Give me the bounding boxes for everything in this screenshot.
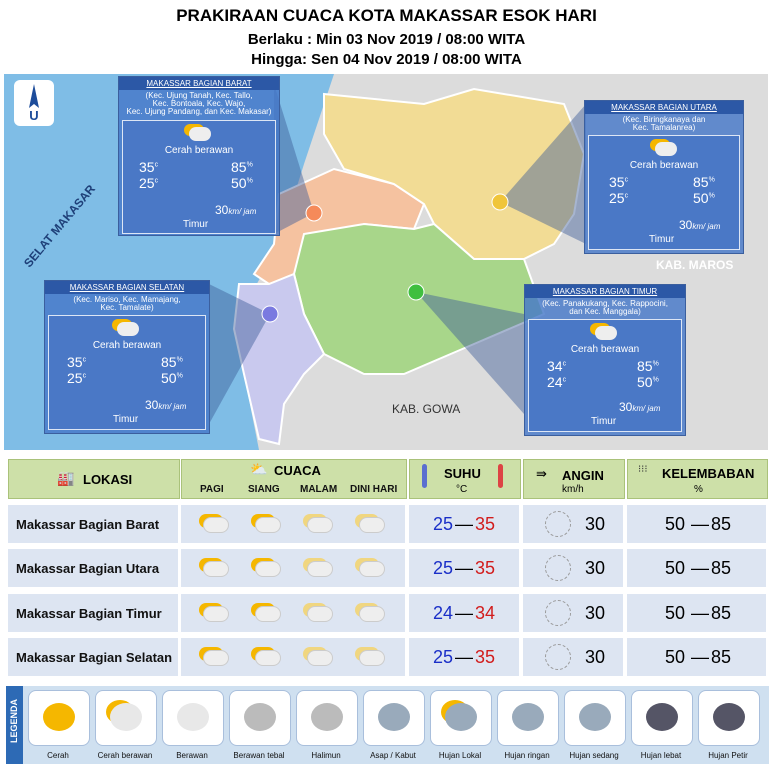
temp-dash: — <box>455 603 473 623</box>
table-row-humidity <box>627 638 766 676</box>
header-lokasi: 🏭 LOKASI <box>8 459 180 499</box>
location-name: Makassar Bagian Utara <box>16 561 160 576</box>
table-row-temperature <box>409 594 519 632</box>
legend-label: Hujan lebat <box>640 751 682 760</box>
panel-wind-dir: Timur <box>113 414 139 425</box>
cloud-moon-icon <box>307 517 333 533</box>
legend-label: Cerah berawan <box>97 751 153 760</box>
header-suhu: SUHU °C <box>409 459 521 499</box>
header-angin: ⇛ ANGIN km/h <box>523 459 625 499</box>
panel-wind: 30km/ jam <box>679 218 721 232</box>
panel-kecamatan-1: (Kec. Ujung Tanah, Kec. Tallo, <box>145 91 253 100</box>
humidity-dash: — <box>691 603 709 623</box>
table-row-wind <box>523 505 623 543</box>
table-row-humidity <box>627 549 766 587</box>
temp-max: 35 <box>475 558 496 578</box>
legend-label: Hujan Petir <box>708 751 748 760</box>
panel-title: MAKASSAR BAGIAN BARAT <box>119 77 279 90</box>
location-name: Makassar Bagian Barat <box>16 517 160 532</box>
panel-title: MAKASSAR BAGIAN UTARA <box>585 101 743 114</box>
cloud-sun-icon <box>203 517 229 533</box>
cloud-sun-icon <box>203 606 229 622</box>
page-title: PRAKIRAAN CUACA KOTA MAKASSAR ESOK HARI <box>176 6 597 25</box>
panel-title: MAKASSAR BAGIAN SELATAN <box>45 281 209 294</box>
dark-cloud-icon <box>229 690 291 746</box>
wind-speed: 30 <box>585 514 606 534</box>
location-name: Makassar Bagian Timur <box>16 606 162 621</box>
panel-kecamatan-3: Kec. Ujung Pandang, dan Kec. Makasar) <box>126 107 272 116</box>
cloud-sun-icon: ⛅ <box>250 461 268 477</box>
table-row-temperature <box>409 505 519 543</box>
panel-kecamatan-2: Kec. Tamalanrea) <box>632 123 696 132</box>
marker-timur <box>408 284 424 300</box>
temp-dash: — <box>455 558 473 578</box>
table-row-location <box>8 549 178 587</box>
cloud-icon <box>162 690 224 746</box>
cloud-moon-icon <box>359 517 385 533</box>
temp-min: 24 <box>433 603 454 623</box>
cloud-sun-icon <box>595 326 617 340</box>
legend-bar <box>6 686 23 764</box>
table-row-weather <box>181 505 405 543</box>
thermometer-icon <box>422 464 427 488</box>
temp-max: 35 <box>475 647 496 667</box>
panel-condition: Cerah berawan <box>570 344 640 355</box>
panel-wind-dir: Timur <box>649 234 675 245</box>
cloud-moon-icon <box>307 561 333 577</box>
table-row-weather <box>181 638 405 676</box>
panel-timur <box>524 284 686 436</box>
header-kelembaban: ⁝⁝⁝ KELEMBABAN % <box>627 459 768 499</box>
legend-label: Cerah <box>47 751 69 760</box>
cloud-sun-icon <box>255 561 281 577</box>
wind-compass-icon <box>545 511 571 537</box>
panel-weather-box <box>528 319 682 432</box>
cloud-sun-icon <box>255 650 281 666</box>
panel-kecamatan-2: Kec. Bontoala, Kec. Wajo, <box>152 99 246 108</box>
panel-tmin: 25$^c$ <box>67 370 87 386</box>
panel-kecamatan-1: (Kec. Panakukang, Kec. Rappocini, <box>542 299 668 308</box>
humidity-min: 50 <box>665 647 686 667</box>
panel-hmin: 50% <box>693 190 715 206</box>
table-row-weather <box>181 549 405 587</box>
panel-tmax: 34$^c$ <box>547 358 567 374</box>
panel-tmax: 35$^c$ <box>139 159 159 175</box>
panel-hmax: 85% <box>161 354 183 370</box>
legend-label: Hujan Lokal <box>438 751 482 760</box>
panel-hmax: 85% <box>637 358 659 374</box>
table-row-temperature <box>409 549 519 587</box>
table-row-location <box>8 505 178 543</box>
panel-wind-dir: Timur <box>183 219 209 230</box>
humidity-dots-icon: ⁝⁝⁝ <box>638 464 648 475</box>
panel-utara <box>584 100 744 254</box>
marker-barat <box>306 205 322 221</box>
panel-tmin: 25$^c$ <box>609 190 629 206</box>
table-row-weather <box>181 594 405 632</box>
panel-hmin: 50% <box>161 370 183 386</box>
wind-compass-icon <box>545 600 571 626</box>
cloud-moon-icon <box>307 650 333 666</box>
temp-dash: — <box>455 647 473 667</box>
marker-utara <box>492 194 508 210</box>
table-row-location <box>8 594 178 632</box>
legend-label: Berawan tebal <box>233 751 285 760</box>
humidity-min: 50 <box>665 514 686 534</box>
panel-hmin: 50% <box>637 374 659 390</box>
table-row-temperature <box>409 638 519 676</box>
table-row-wind <box>523 638 623 676</box>
legend-label: Hujan sedang <box>569 751 619 760</box>
legend <box>6 686 769 764</box>
haze-icon <box>363 690 425 746</box>
humidity-min: 50 <box>665 603 686 623</box>
moderate-rain-icon <box>564 690 626 746</box>
panel-weather-box <box>122 120 276 234</box>
cloud-moon-icon <box>307 606 333 622</box>
table-row-humidity <box>627 505 766 543</box>
wind-compass-icon <box>545 644 571 670</box>
panel-wind: 30km/ jam <box>619 400 661 414</box>
valid-from: Berlaku : Min 03 Nov 2019 / 08:00 WITA <box>247 31 526 48</box>
wind-speed: 30 <box>585 647 606 667</box>
panel-weather-box <box>48 315 206 430</box>
panel-hmax: 85% <box>231 159 253 175</box>
panel-wind: 30km/ jam <box>215 203 257 217</box>
humidity-max: 85 <box>711 647 732 667</box>
panel-title: MAKASSAR BAGIAN TIMUR <box>525 285 685 298</box>
light-rain-icon <box>497 690 559 746</box>
panel-kecamatan-1: (Kec. Mariso, Kec. Mamajang, <box>73 295 181 304</box>
panel-tmin: 24$^c$ <box>547 374 567 390</box>
humidity-max: 85 <box>711 603 732 623</box>
compass-icon <box>14 80 54 126</box>
legend-label: Asap / Kabut <box>370 751 416 760</box>
marker-selatan <box>262 306 278 322</box>
cloud-sun-icon <box>255 606 281 622</box>
cloud-sun-icon <box>203 650 229 666</box>
panel-condition: Cerah berawan <box>629 160 699 171</box>
panel-tmin: 25$^c$ <box>139 175 159 191</box>
table-row-wind <box>523 594 623 632</box>
panel-tmax: 35$^c$ <box>609 174 629 190</box>
wind-icon: ⇛ <box>536 466 547 481</box>
panel-hmax: 85% <box>693 174 715 190</box>
humidity-max: 85 <box>711 514 732 534</box>
temp-min: 25 <box>433 514 454 534</box>
legend-label: Halimun <box>311 751 341 760</box>
gowa-label: KAB. GOWA <box>392 402 461 416</box>
sea-label: SELAT MAKASAR <box>21 182 99 270</box>
table-row-wind <box>523 549 623 587</box>
cloud-sun-icon <box>189 127 211 141</box>
compass-letter: U <box>29 108 39 123</box>
header-cuaca: ⛅ CUACA PAGI SIANG MALAM DINI HARI <box>181 459 407 499</box>
heavy-rain-icon <box>631 690 693 746</box>
wind-speed: 30 <box>585 558 606 578</box>
cloud-sun-icon <box>655 142 677 156</box>
location-name: Makassar Bagian Selatan <box>16 650 173 665</box>
cloud-sun-icon <box>203 561 229 577</box>
thunderstorm-icon <box>698 690 760 746</box>
temp-dash: — <box>455 514 473 534</box>
humidity-dash: — <box>691 558 709 578</box>
wind-compass-icon <box>545 555 571 581</box>
humidity-max: 85 <box>711 558 732 578</box>
panel-selatan <box>44 280 210 434</box>
humidity-dash: — <box>691 514 709 534</box>
panel-condition: Cerah berawan <box>164 145 234 156</box>
panel-weather-box <box>588 135 740 250</box>
local-rain-icon <box>430 690 492 746</box>
panel-kecamatan-2: Kec. Tamalate) <box>100 303 154 312</box>
temp-max: 35 <box>475 514 496 534</box>
factory-icon: 🏭 <box>57 470 75 486</box>
panel-condition: Cerah berawan <box>92 340 162 351</box>
fog-icon <box>296 690 358 746</box>
humidity-dash: — <box>691 647 709 667</box>
humidity-min: 50 <box>665 558 686 578</box>
legend-label: Berawan <box>176 751 208 760</box>
valid-to: Hingga: Sen 04 Nov 2019 / 08:00 WITA <box>251 51 522 68</box>
temp-max: 34 <box>475 603 496 623</box>
cloud-moon-icon <box>359 606 385 622</box>
cloud-moon-icon <box>359 650 385 666</box>
cloud-sun-icon <box>95 690 157 746</box>
cloud-moon-icon <box>359 561 385 577</box>
panel-tmax: 35$^c$ <box>67 354 87 370</box>
panel-kecamatan-1: (Kec. Biringkanaya dan <box>622 115 706 124</box>
forecast-map <box>4 74 768 450</box>
temp-min: 25 <box>433 647 454 667</box>
panel-wind-dir: Timur <box>591 416 617 427</box>
table-row-humidity <box>627 594 766 632</box>
legend-title: LEGENDA <box>9 699 19 744</box>
wind-speed: 30 <box>585 603 606 623</box>
sun-icon <box>28 690 90 746</box>
table-row-location <box>8 638 178 676</box>
panel-hmin: 50% <box>231 175 253 191</box>
cloud-sun-icon <box>117 322 139 336</box>
thermometer-hot-icon <box>498 464 503 488</box>
panel-wind: 30km/ jam <box>145 398 187 412</box>
panel-kecamatan-2: dan Kec. Manggala) <box>569 307 641 316</box>
panel-barat <box>118 76 280 236</box>
cloud-sun-icon <box>255 517 281 533</box>
legend-label: Hujan ringan <box>504 751 550 760</box>
maros-label: KAB. MAROS <box>656 258 734 272</box>
temp-min: 25 <box>433 558 454 578</box>
